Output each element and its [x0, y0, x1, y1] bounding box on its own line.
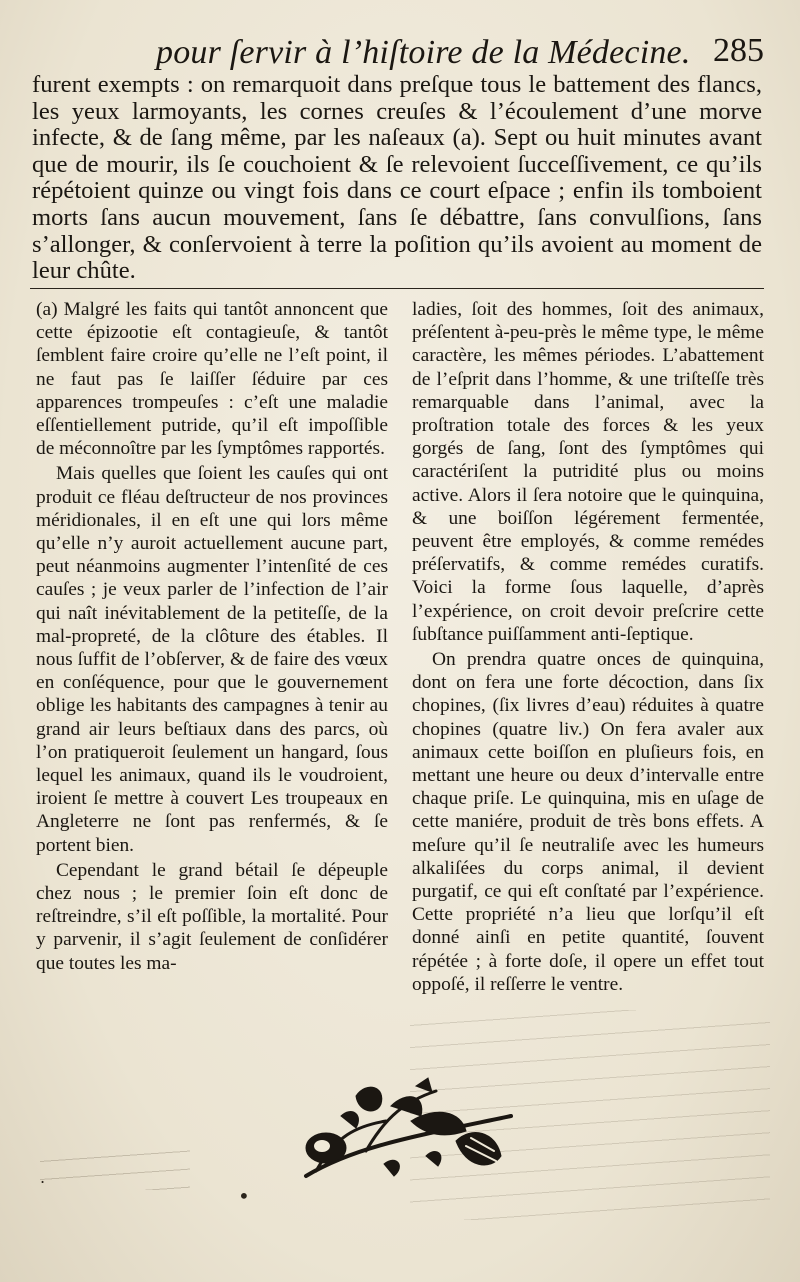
ink-mark: . [40, 1168, 46, 1187]
footnote-paragraph: (a) Malgré les faits qui tantôt annoncent que cette épizootie eſt contagieuſe, & tantôt ſemblent faire croire qu’elle ne l’eſt point, il ne faut pas ſe laiſſer ſéduire par ces apparences trompeuſes : c’eſt une maladie eſſentiellement putride, qu’il eſt impoſſible de méconnoître par les ſymptômes rapportés. [36, 299, 388, 460]
ink-dot: • [238, 1184, 250, 1208]
page-number: 285 [713, 32, 764, 69]
footnote-paragraph: ladies, ſoit des hommes, ſoit des animaux, préſentent à-peu-près le même type, le même caractère, les mêmes périodes. L’abattement de l’eſprit dans l’homme, & une triſteſſe très remarquable dans l’animal, avec la proſtration totale des forces & les yeux gorgés de ſang, ſont des ſymptômes qui caractériſent la putridité plus ou moins active. Alors il ſera notoire que le quinquina, & une boiſſon légérement fermentée, peuvent être employés, & comme remédes préſervatifs, & comme remédes curatifs. Voici la forme ſous laquelle, d’après l’expérience, on croit devoir preſcrire cette ſubſtance puiſſamment anti-ſeptique. [412, 299, 764, 645]
footnote-column-right [412, 298, 764, 998]
footnote-paragraph: Mais quelles que ſoient les cauſes qui ont produit ce fléau deſtructeur de nos provinces méridionales, il en eſt une qui lors même qu’elle n’y auroit actuellement aucune part, peut néanmoins augmenter l’intenſité de ces cauſes ; je veux parler de l’infection de l’air qui naît inévitablement de la petiteſſe, de la mal-propreté, de la clôture des étables. Il nous ſuffit de l’obſerver, & de faire des vœux en conſéquence, pour que le gouvernement oblige les habitants des campagnes à tenir au grand air leurs beſtiaux dans des parcs, où l’on pratiqueroit ſeulement un hangard, ſous lequel les animaux, quand ils le voudroient, iroient ſe mettre à couvert Les troupeaux en Angleterre ne ſont pas renfermés, & ſe portent bien. [36, 463, 388, 856]
main-text-block [32, 72, 762, 285]
footnote-column-left [36, 298, 388, 977]
show-through-text-left [40, 1150, 190, 1190]
footnote-separator-rule [30, 288, 764, 289]
running-title: pour ſervir à l’hiſtoire de la Médecine. [156, 34, 691, 71]
footnote-paragraph: Cependant le grand bétail ſe dépeuple chez nous ; le premier ſoin eſt donc de reſtreindre, s’il eſt poſſible, la mortalité. Pour y parvenir, il s’agit ſeulement de conſidérer que toutes les ma- [36, 859, 388, 974]
footnote-paragraph: On prendra quatre onces de quinquina, dont on fera une forte décoction, dans ſix chopines, (ſix livres d’eau) réduites à quatre chopines (quatre liv.) On fera avaler aux animaux cette boiſſon en pluſieurs fois, en mettant une heure ou deux d’intervalle entre chaque priſe. Le quinquina, mis en uſage de cette maniére, produit de très bons effets. A meſure qu’il ſe neutraliſe avec les humeurs alkaliſées du corps animal, il devient purgatif, ce qui eſt conſtaté par l’expérience. Cette propriété n’a lieu que lorſqu’il eſt donné ainſi en petite quantité, ſouvent répétée ; à forte doſe, il opere un effet tout oppoſé, il reſſerre le ventre. [412, 649, 764, 995]
floral-vignette-icon [296, 1076, 526, 1196]
main-paragraph: furent exempts : on remarquoit dans preſque tous le battement des flancs, les yeux larmoyants, les cornes creuſes & l’écoulement d’une morve infecte, & de ſang même, par les naſeaux (a). Sept ou huit minutes avant que de mourir, ils ſe couchoient & ſe relevoient ſucceſſivement, ce qu’ils répétoient quinze ou vingt fois dans ce court eſpace ; enfin ils tomboient morts ſans aucun mouvement, ſans ſe débattre, ſans convulſions, ſans s’allonger, & conſervoient à terre la poſition qu’ils avoient au moment de leur chûte. [32, 71, 762, 285]
